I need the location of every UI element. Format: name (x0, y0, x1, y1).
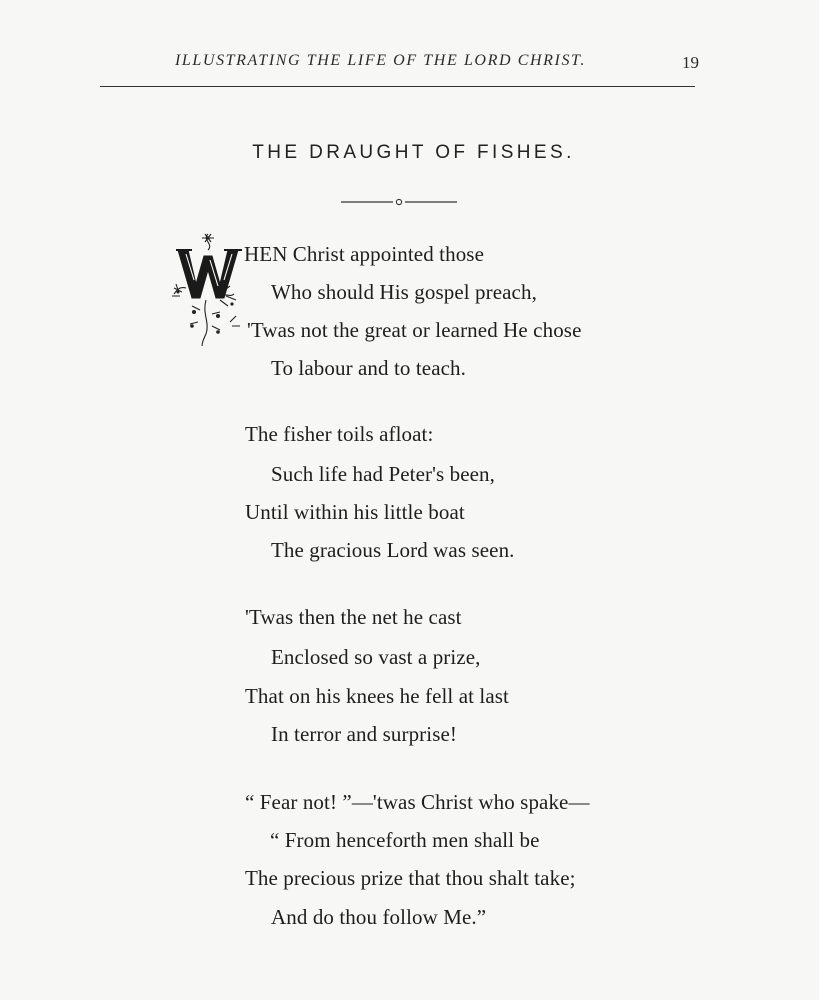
header-rule (100, 86, 695, 87)
page-number: 19 (682, 53, 699, 72)
poem-line: HEN Christ appointed those (244, 242, 484, 266)
poem-line: 'Twas then the net he cast (245, 605, 462, 629)
floral-drop-cap-w-icon (172, 230, 244, 346)
poem-line: Enclosed so vast a prize, (271, 645, 481, 669)
poem-line: The gracious Lord was seen. (271, 538, 515, 562)
poem-line: 'Twas not the great or learned He chose (247, 318, 582, 342)
running-head (0, 52, 819, 76)
poem-line: To labour and to teach. (271, 356, 467, 380)
poem-line: Until within his little boat (245, 500, 465, 524)
running-title: ILLUSTRATING THE LIFE OF THE LORD CHRIST. (175, 52, 586, 69)
poem-line: The fisher toils afloat: (245, 422, 434, 446)
poem-line: “ Fear not! ”—'twas Christ who spake— (245, 790, 590, 814)
poem-line: Who should His gospel preach, (271, 280, 537, 304)
poem-title: THE DRAUGHT OF FISHES. (252, 142, 575, 163)
rule-with-dot-ornament-icon (341, 196, 457, 208)
poem-line: “ From henceforth men shall be (270, 828, 540, 852)
poem-line: In terror and surprise! (271, 722, 457, 746)
poem-line: And do thou follow Me.” (271, 905, 487, 929)
poem-line: The precious prize that thou shalt take; (245, 866, 576, 890)
poem-line: Such life had Peter's been, (271, 462, 495, 486)
poem-line: That on his knees he fell at last (245, 684, 509, 708)
